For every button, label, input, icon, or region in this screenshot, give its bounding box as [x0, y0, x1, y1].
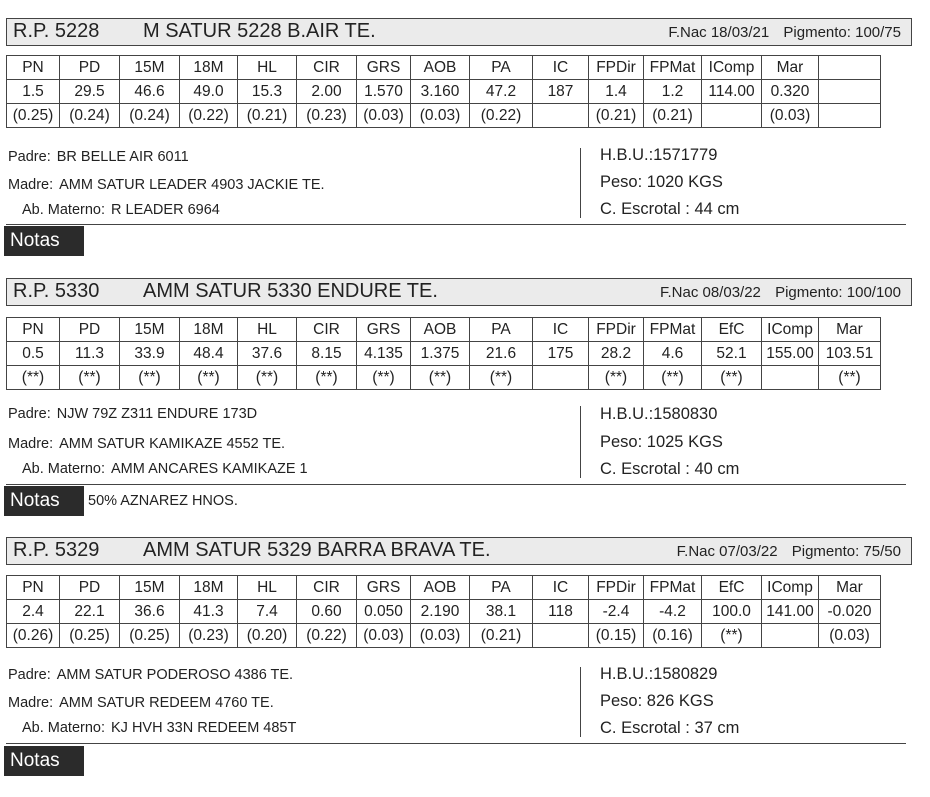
hbu-number: H.B.U.:1571779 [600, 146, 718, 164]
sire-label: Padre: [8, 667, 51, 683]
dam-label: Madre: [8, 695, 54, 711]
epd-accuracy: (**) [411, 366, 470, 390]
epd-value: 0.050 [357, 600, 411, 624]
epd-accuracy: (0.21) [644, 104, 702, 128]
epd-value: 15.3 [238, 80, 297, 104]
epd-value: 0.5 [7, 342, 60, 366]
epd-header: PA [470, 56, 533, 80]
epd-header: PN [7, 576, 60, 600]
sire-line [8, 406, 257, 422]
epd-accuracy: (0.23) [297, 104, 357, 128]
epd-header: GRS [357, 576, 411, 600]
epd-value-row [7, 342, 881, 366]
hbu-number: H.B.U.:1580830 [600, 405, 718, 423]
epd-value: 0.60 [297, 600, 357, 624]
epd-accuracy: (0.25) [60, 624, 120, 648]
epd-value: 52.1 [702, 342, 762, 366]
epd-value-row [7, 80, 881, 104]
sire-line [8, 667, 293, 683]
dam-name: AMM SATUR LEADER 4903 JACKIE TE. [59, 177, 325, 193]
birth-date: F.Nac 18/03/21 [668, 24, 770, 41]
epd-header: HL [238, 318, 297, 342]
epd-header: AOB [411, 318, 470, 342]
epd-value: 22.1 [60, 600, 120, 624]
epd-accuracy: (**) [589, 366, 644, 390]
epd-value: 118 [533, 600, 589, 624]
epd-value: -2.4 [589, 600, 644, 624]
epd-accuracy: (0.20) [238, 624, 297, 648]
epd-accuracy: (**) [7, 366, 60, 390]
epd-value: 103.51 [819, 342, 881, 366]
epd-accuracy-row [7, 104, 881, 128]
epd-header: FPDir [589, 318, 644, 342]
scrotal-circumference: C. Escrotal : 40 cm [600, 460, 740, 478]
dam-name: AMM SATUR REDEEM 4760 TE. [59, 695, 274, 711]
epd-header: PN [7, 56, 60, 80]
rp-number: R.P. 5228 [13, 20, 100, 42]
epd-accuracy [762, 366, 819, 390]
birth-date: F.Nac 08/03/22 [659, 284, 761, 301]
epd-value: 11.3 [60, 342, 120, 366]
epd-value: 1.5 [7, 80, 60, 104]
epd-table [6, 575, 881, 648]
animal-name: AMM SATUR 5330 ENDURE TE. [143, 280, 438, 302]
epd-accuracy: (**) [120, 366, 180, 390]
epd-header: Mar [819, 318, 881, 342]
pigment: Pigmento: 75/50 [791, 543, 901, 560]
epd-value: 7.4 [238, 600, 297, 624]
birth-and-pigment [658, 24, 901, 41]
maternal-grandsire-line [22, 720, 296, 736]
epd-header: FPMat [644, 576, 702, 600]
sire-name: AMM SATUR PODEROSO 4386 TE. [56, 667, 294, 683]
epd-table [6, 55, 881, 128]
epd-header: PA [470, 576, 533, 600]
epd-header: HL [238, 56, 297, 80]
epd-header: FPDir [589, 56, 644, 80]
animal-header [6, 18, 912, 46]
maternal-grandsire-line [22, 461, 308, 477]
epd-accuracy: (0.15) [589, 624, 644, 648]
epd-header: FPDir [589, 576, 644, 600]
dam-label: Madre: [8, 436, 54, 452]
epd-value: 48.4 [180, 342, 238, 366]
epd-header: HL [238, 576, 297, 600]
epd-accuracy: (0.03) [357, 104, 411, 128]
epd-header: 15M [120, 576, 180, 600]
epd-value: 41.3 [180, 600, 238, 624]
epd-value: 2.00 [297, 80, 357, 104]
epd-value: 100.0 [702, 600, 762, 624]
maternal-grandsire-label: Ab. Materno: [22, 720, 106, 736]
epd-header: FPMat [644, 318, 702, 342]
epd-accuracy [533, 366, 589, 390]
epd-accuracy: (0.24) [60, 104, 120, 128]
divider [6, 743, 906, 744]
epd-value: 1.375 [411, 342, 470, 366]
epd-header: 18M [180, 56, 238, 80]
scrotal-circumference: C. Escrotal : 37 cm [600, 719, 740, 737]
epd-header: EfC [702, 576, 762, 600]
epd-accuracy: (**) [357, 366, 411, 390]
epd-accuracy: (**) [180, 366, 238, 390]
epd-table [6, 317, 881, 390]
epd-value-row [7, 600, 881, 624]
pigment: Pigmento: 100/75 [783, 24, 901, 41]
epd-accuracy: (0.21) [589, 104, 644, 128]
epd-value: 0.320 [762, 80, 819, 104]
epd-value: 8.15 [297, 342, 357, 366]
epd-value: 47.2 [470, 80, 533, 104]
epd-value: 29.5 [60, 80, 120, 104]
epd-value: 155.00 [762, 342, 819, 366]
maternal-grandsire-name: KJ HVH 33N REDEEM 485T [111, 720, 297, 736]
weight: Peso: 826 KGS [600, 692, 714, 710]
epd-accuracy [702, 104, 762, 128]
epd-accuracy-row [7, 366, 881, 390]
divider [580, 406, 581, 478]
epd-accuracy: (0.25) [7, 104, 60, 128]
epd-value: 33.9 [120, 342, 180, 366]
epd-accuracy: (0.26) [7, 624, 60, 648]
epd-header: PD [60, 318, 120, 342]
notes-label: Notas [4, 226, 84, 256]
epd-accuracy [819, 104, 881, 128]
epd-header: PN [7, 318, 60, 342]
epd-value [819, 80, 881, 104]
sire-name: BR BELLE AIR 6011 [56, 149, 189, 165]
epd-header: 15M [120, 318, 180, 342]
epd-header: 18M [180, 318, 238, 342]
epd-value: 28.2 [589, 342, 644, 366]
epd-value: 4.6 [644, 342, 702, 366]
weight: Peso: 1020 KGS [600, 173, 723, 191]
epd-accuracy: (**) [297, 366, 357, 390]
epd-header: GRS [357, 318, 411, 342]
epd-value: 114.00 [702, 80, 762, 104]
epd-value: 1.2 [644, 80, 702, 104]
epd-accuracy: (**) [238, 366, 297, 390]
dam-line [8, 436, 285, 452]
epd-value: 46.6 [120, 80, 180, 104]
animal-name: AMM SATUR 5329 BARRA BRAVA TE. [143, 539, 491, 561]
epd-value: 3.160 [411, 80, 470, 104]
epd-header: AOB [411, 576, 470, 600]
divider [580, 148, 581, 218]
epd-accuracy: (**) [702, 624, 762, 648]
epd-accuracy: (0.03) [762, 104, 819, 128]
epd-accuracy [533, 104, 589, 128]
sire-label: Padre: [8, 149, 51, 165]
epd-header: PD [60, 576, 120, 600]
epd-value: 187 [533, 80, 589, 104]
epd-accuracy: (**) [702, 366, 762, 390]
epd-accuracy: (**) [644, 366, 702, 390]
epd-accuracy: (**) [470, 366, 533, 390]
birth-and-pigment [667, 543, 901, 560]
epd-header: GRS [357, 56, 411, 80]
epd-header [819, 56, 881, 80]
epd-accuracy: (0.03) [411, 104, 470, 128]
notes-text: 50% AZNAREZ HNOS. [88, 493, 238, 509]
epd-header: CIR [297, 56, 357, 80]
animal-header [6, 278, 912, 306]
epd-value: 141.00 [762, 600, 819, 624]
epd-header: AOB [411, 56, 470, 80]
divider [6, 484, 906, 485]
epd-accuracy: (0.22) [180, 104, 238, 128]
weight: Peso: 1025 KGS [600, 433, 723, 451]
epd-accuracy: (**) [60, 366, 120, 390]
maternal-grandsire-label: Ab. Materno: [22, 202, 106, 218]
epd-value: 175 [533, 342, 589, 366]
birth-date: F.Nac 07/03/22 [676, 543, 778, 560]
epd-value: 2.190 [411, 600, 470, 624]
maternal-grandsire-label: Ab. Materno: [22, 461, 106, 477]
maternal-grandsire-name: R LEADER 6964 [111, 202, 220, 218]
epd-header: EfC [702, 318, 762, 342]
epd-accuracy: (0.22) [297, 624, 357, 648]
epd-value: 4.135 [357, 342, 411, 366]
dam-label: Madre: [8, 177, 54, 193]
epd-value: 21.6 [470, 342, 533, 366]
epd-header: IC [533, 576, 589, 600]
epd-header: CIR [297, 318, 357, 342]
epd-header: Mar [762, 56, 819, 80]
dam-name: AMM SATUR KAMIKAZE 4552 TE. [59, 436, 286, 452]
epd-accuracy-row [7, 624, 881, 648]
epd-value: 37.6 [238, 342, 297, 366]
epd-header: IC [533, 56, 589, 80]
epd-accuracy [762, 624, 819, 648]
epd-value: 49.0 [180, 80, 238, 104]
epd-header: IC [533, 318, 589, 342]
pigment: Pigmento: 100/100 [775, 284, 901, 301]
epd-header: 18M [180, 576, 238, 600]
rp-number: R.P. 5329 [13, 539, 100, 561]
hbu-number: H.B.U.:1580829 [600, 665, 718, 683]
birth-and-pigment [650, 284, 901, 301]
epd-value: 2.4 [7, 600, 60, 624]
epd-accuracy: (0.03) [357, 624, 411, 648]
epd-accuracy: (0.24) [120, 104, 180, 128]
epd-accuracy: (0.22) [470, 104, 533, 128]
divider [6, 224, 906, 225]
epd-header-row [7, 56, 881, 80]
epd-header: Mar [819, 576, 881, 600]
epd-accuracy [533, 624, 589, 648]
epd-header-row [7, 576, 881, 600]
epd-header: PA [470, 318, 533, 342]
dam-line [8, 177, 325, 193]
rp-number: R.P. 5330 [13, 280, 100, 302]
epd-accuracy: (**) [819, 366, 881, 390]
notes-label: Notas [4, 746, 84, 776]
epd-header: IComp [702, 56, 762, 80]
epd-header: CIR [297, 576, 357, 600]
scrotal-circumference: C. Escrotal : 44 cm [600, 200, 740, 218]
animal-name: M SATUR 5228 B.AIR TE. [143, 20, 376, 42]
epd-value: -4.2 [644, 600, 702, 624]
epd-accuracy: (0.16) [644, 624, 702, 648]
epd-accuracy: (0.03) [819, 624, 881, 648]
epd-header-row [7, 318, 881, 342]
sire-label: Padre: [8, 406, 51, 422]
animal-header [6, 537, 912, 565]
epd-accuracy: (0.21) [238, 104, 297, 128]
divider [580, 667, 581, 737]
epd-accuracy: (0.03) [411, 624, 470, 648]
epd-accuracy: (0.25) [120, 624, 180, 648]
epd-header: PD [60, 56, 120, 80]
epd-value: 36.6 [120, 600, 180, 624]
epd-accuracy: (0.23) [180, 624, 238, 648]
epd-value: 1.4 [589, 80, 644, 104]
notes-label: Notas [4, 486, 84, 516]
epd-header: FPMat [644, 56, 702, 80]
epd-header: 15M [120, 56, 180, 80]
epd-value: 1.570 [357, 80, 411, 104]
dam-line [8, 695, 274, 711]
epd-header: IComp [762, 318, 819, 342]
epd-value: -0.020 [819, 600, 881, 624]
epd-value: 38.1 [470, 600, 533, 624]
maternal-grandsire-name: AMM ANCARES KAMIKAZE 1 [111, 461, 308, 477]
epd-header: IComp [762, 576, 819, 600]
maternal-grandsire-line [22, 202, 220, 218]
sire-line [8, 149, 189, 165]
epd-accuracy: (0.21) [470, 624, 533, 648]
sire-name: NJW 79Z Z311 ENDURE 173D [56, 406, 258, 422]
